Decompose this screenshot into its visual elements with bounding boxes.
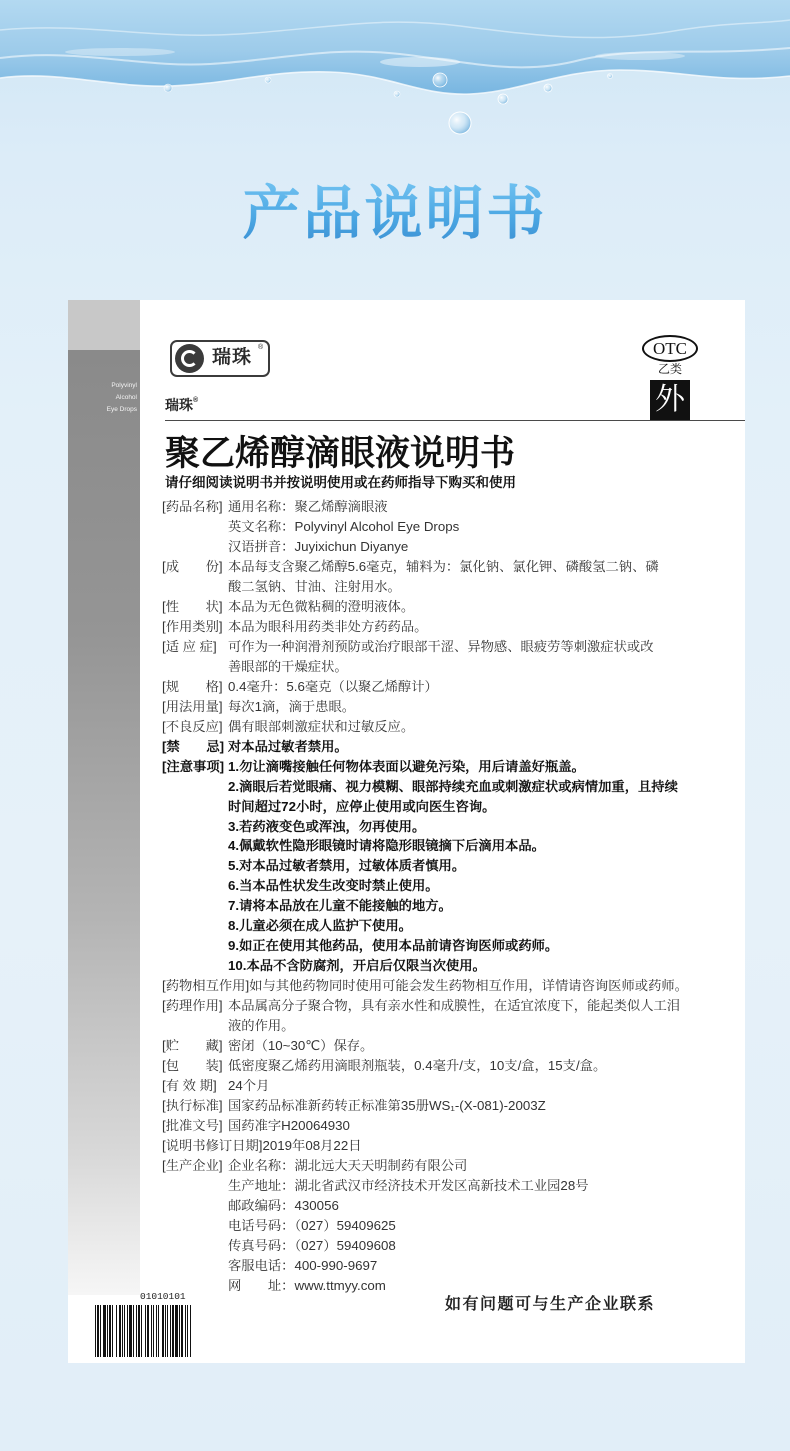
water-bubble <box>164 84 172 92</box>
barcode-bar <box>179 1305 180 1357</box>
field-line <box>162 1096 740 1116</box>
field-text: 客服电话：400-990-9697 <box>228 1257 378 1273</box>
field-label: [不良反应] <box>162 718 223 734</box>
brand-name <box>165 396 198 414</box>
leaflet-fields <box>162 497 740 1296</box>
field-description <box>162 597 740 617</box>
field-drug-interactions <box>162 976 740 996</box>
field-label: [规 格] <box>162 678 223 694</box>
barcode-bar <box>107 1305 108 1357</box>
field-dosage <box>162 697 740 717</box>
field-text: 1.勿让滴嘴接触任何物体表面以避免污染，用后请盖好瓶盖。 <box>228 758 585 774</box>
barcode-bar <box>127 1305 128 1357</box>
field-label: [用法用量] <box>162 698 223 714</box>
barcode-bar <box>158 1305 159 1357</box>
barcode-bar <box>124 1305 125 1357</box>
field-packaging <box>162 1056 740 1076</box>
brand-logo-text: 瑞珠 <box>212 347 253 368</box>
water-bubble <box>544 84 552 92</box>
field-line <box>162 976 740 996</box>
barcode-bar <box>153 1305 154 1357</box>
field-text: 通用名称：聚乙烯醇滴眼液 <box>228 499 388 514</box>
field-line <box>162 737 740 757</box>
barcode-bar <box>129 1305 132 1357</box>
field-text: 2019年08月22日 <box>262 1138 362 1153</box>
field-label: [执行标准] <box>162 1098 223 1114</box>
water-bubble <box>265 77 271 83</box>
water-bubble <box>433 73 447 87</box>
water-glint <box>380 57 460 67</box>
field-text: 传真号码：（027）59409608 <box>228 1237 396 1253</box>
barcode-bar <box>181 1305 183 1357</box>
field-standard <box>162 1096 740 1116</box>
water-bubble <box>394 91 400 97</box>
side-strip <box>68 350 140 1295</box>
field-validity <box>162 1076 740 1096</box>
field-label: [药理作用] <box>162 998 223 1014</box>
field-text: 国家药品标准新药转正标准第35册WS₁-(X-081)-2003Z <box>228 1098 546 1114</box>
field-manufacturer <box>162 1156 740 1296</box>
field-line <box>162 677 740 697</box>
field-label: [禁 忌] <box>162 738 225 754</box>
field-precautions <box>162 757 740 977</box>
field-line <box>162 717 740 737</box>
field-text: 善眼部的干燥症状。 <box>228 658 348 674</box>
barcode-bar <box>109 1305 111 1357</box>
field-label: [贮 藏] <box>162 1038 223 1054</box>
field-line <box>162 497 740 517</box>
field-line <box>162 557 740 577</box>
field-line <box>162 1036 740 1056</box>
field-indications <box>162 637 740 677</box>
water-surface <box>0 0 790 94</box>
barcode-bar <box>136 1305 137 1357</box>
field-label: [性 状] <box>162 598 223 614</box>
field-line <box>162 1056 740 1076</box>
water-bubble <box>608 74 613 79</box>
leaflet-title: 聚乙烯醇滴眼液说明书 <box>165 434 516 473</box>
field-label: [有 效 期] <box>162 1078 217 1094</box>
field-label: [包 装] <box>162 1058 223 1074</box>
water-glint <box>595 52 685 60</box>
field-text: 时间超过72小时，应停止使用或向医生咨询。 <box>228 798 496 814</box>
field-revision-date <box>162 1136 740 1156</box>
side-strip-line: Eye Drops <box>106 406 137 413</box>
field-text: 低密度聚乙烯药用滴眼剂瓶装，0.4毫升/支，10支/盒，15支/盒。 <box>228 1058 607 1074</box>
field-text: 2.滴眼后若觉眼痛、视力模糊、眼部持续充血或刺激症状或病情加重，且持续 <box>228 778 678 794</box>
water-wave-decoration <box>0 0 790 160</box>
barcode-bar <box>103 1305 106 1357</box>
water-bubble <box>449 112 471 134</box>
divider-line <box>165 420 745 421</box>
barcode-bar <box>165 1305 166 1357</box>
field-text: 可作为一种润滑剂预防或治疗眼部干涩、异物感、眼疲劳等刺激症状或改 <box>228 638 654 654</box>
field-text: 邮政编码：430056 <box>228 1197 339 1213</box>
side-strip-top <box>68 300 140 350</box>
field-line <box>162 996 740 1016</box>
field-line <box>162 617 740 637</box>
barcode-bar <box>187 1305 188 1357</box>
field-text: 汉语拼音：Juyixichun Diyanye <box>228 538 409 554</box>
field-contraindications <box>162 737 740 757</box>
side-strip-line: Polyvinyl <box>111 382 137 389</box>
eye-swirl-icon <box>175 344 204 373</box>
field-text: 偶有眼部刺激症状和过敏反应。 <box>228 718 415 734</box>
field-text: 生产地址：湖北省武汉市经济技术开发区高新技术工业园28号 <box>228 1177 589 1193</box>
field-pharmacology <box>162 996 740 1036</box>
field-text: 企业名称：湖北远大天天明制药有限公司 <box>228 1157 468 1173</box>
field-category <box>162 617 740 637</box>
field-text: 6.当本品性状发生改变时禁止使用。 <box>228 878 439 894</box>
field-label: [生产企业] <box>162 1157 223 1173</box>
field-line <box>162 1116 740 1136</box>
field-ingredients <box>162 557 740 597</box>
field-text: 本品每支含聚乙烯醇5.6毫克，辅料为：氯化钠、氯化钾、磷酸氢二钠、磷 <box>228 558 659 574</box>
otc-badge: OTC <box>642 335 698 362</box>
field-text: 7.请将本品放在儿童不能接触的地方。 <box>228 898 452 914</box>
barcode-bar <box>167 1305 168 1357</box>
field-line <box>162 1156 740 1176</box>
field-drug-name <box>162 497 740 557</box>
otc-class-label: 乙类 <box>657 362 682 376</box>
field-text: 3.若药液变色或浑浊，勿再使用。 <box>228 818 426 834</box>
barcode-bar <box>172 1305 174 1357</box>
field-text: 8.儿童必须在成人监护下使用。 <box>228 918 412 934</box>
field-text: 密闭（10~30℃）保存。 <box>228 1038 374 1054</box>
barcode-bar <box>147 1305 149 1357</box>
field-text: 网 址：www.ttmyy.com <box>228 1277 386 1293</box>
barcode-bar <box>185 1305 186 1357</box>
field-text: 如与其他药物同时使用可能会发生药物相互作用，详情请咨询医师或药师。 <box>249 978 688 994</box>
water-bubble <box>498 94 508 104</box>
field-line <box>162 757 740 777</box>
field-specification <box>162 677 740 697</box>
field-text: 5.对本品过敏者禁用，过敏体质者慎用。 <box>228 858 466 874</box>
field-label: [注意事项] <box>162 758 225 774</box>
field-text: 0.4毫升：5.6毫克（以聚乙烯醇计） <box>228 678 438 694</box>
barcode-bar <box>156 1305 157 1357</box>
registered-mark: ® <box>258 344 264 351</box>
field-text: 液的作用。 <box>228 1018 295 1034</box>
field-label: [说明书修订日期] <box>162 1138 263 1153</box>
field-label: [成 份] <box>162 558 223 574</box>
field-line <box>162 597 740 617</box>
field-text: 本品为无色微粘稠的澄明液体。 <box>228 598 415 614</box>
field-line <box>162 637 740 657</box>
barcode-bar <box>100 1305 101 1357</box>
barcode-bar <box>138 1305 140 1357</box>
barcode-bar <box>190 1305 191 1357</box>
field-text: 本品属高分子聚合物，具有亲水性和成膜性，在适宜浓度下，能起类似人工泪 <box>228 998 681 1014</box>
field-text: 英文名称：Polyvinyl Alcohol Eye Drops <box>228 518 460 534</box>
field-text: 9.如正在使用其他药品，使用本品前请咨询医师或药师。 <box>228 938 559 954</box>
barcode-bar <box>151 1305 152 1357</box>
field-label: [批准文号] <box>162 1118 223 1134</box>
brand-logo <box>170 340 270 377</box>
barcode-bar <box>116 1305 117 1357</box>
field-line <box>162 697 740 717</box>
barcode-bar <box>145 1305 146 1357</box>
barcode-bar <box>112 1305 113 1357</box>
barcode-bar <box>95 1305 96 1357</box>
field-text: 4.佩戴软性隐形眼镜时请将隐形眼镜摘下后滴用本品。 <box>228 838 545 854</box>
side-strip-english-name <box>68 380 137 416</box>
field-approval-number <box>162 1116 740 1136</box>
field-line <box>162 1136 740 1156</box>
registered-mark: ® <box>193 397 199 404</box>
barcode-bar <box>133 1305 134 1357</box>
brand-name-text: 瑞珠 <box>165 397 193 413</box>
field-label: [适 应 症] <box>162 638 217 654</box>
field-text: 酸二氢钠、甘油、注射用水。 <box>228 578 401 594</box>
barcode <box>95 1305 191 1357</box>
barcode-bar <box>119 1305 121 1357</box>
barcode-bar <box>97 1305 99 1357</box>
eye-swirl-ring <box>181 350 198 367</box>
barcode-number: 01010101 <box>140 1291 186 1302</box>
field-text: 24个月 <box>228 1078 270 1094</box>
field-text: 电话号码：（027）59409625 <box>228 1217 396 1233</box>
barcode-bar <box>175 1305 178 1357</box>
field-text: 本品为眼科用药类非处方药药品。 <box>228 618 428 634</box>
field-text: 10.本品不含防腐剂，开启后仅限当次使用。 <box>228 958 486 974</box>
field-text: 国药准字H20064930 <box>228 1118 350 1134</box>
barcode-bar <box>122 1305 123 1357</box>
barcode-bar <box>170 1305 171 1357</box>
water-glint <box>65 48 175 56</box>
reading-notice: 请仔细阅读说明书并按说明使用或在药师指导下购买和使用 <box>165 475 516 490</box>
page-title: 产品说明书 <box>0 178 790 250</box>
barcode-bar <box>162 1305 164 1357</box>
field-label: [药物相互作用] <box>162 978 250 994</box>
field-line <box>162 1076 740 1096</box>
field-label: [药品名称] <box>162 499 223 514</box>
contact-manufacturer-note: 如有问题可与生产企业联系 <box>445 1296 656 1313</box>
field-text: 对本品过敏者禁用。 <box>228 738 348 754</box>
external-use-badge: 外 <box>650 380 690 420</box>
field-storage <box>162 1036 740 1056</box>
field-label: [作用类别] <box>162 618 223 634</box>
field-text: 每次1滴，滴于患眼。 <box>228 698 356 714</box>
barcode-bar <box>141 1305 142 1357</box>
side-strip-line: Alcohol <box>115 394 137 401</box>
field-adverse-reactions <box>162 717 740 737</box>
